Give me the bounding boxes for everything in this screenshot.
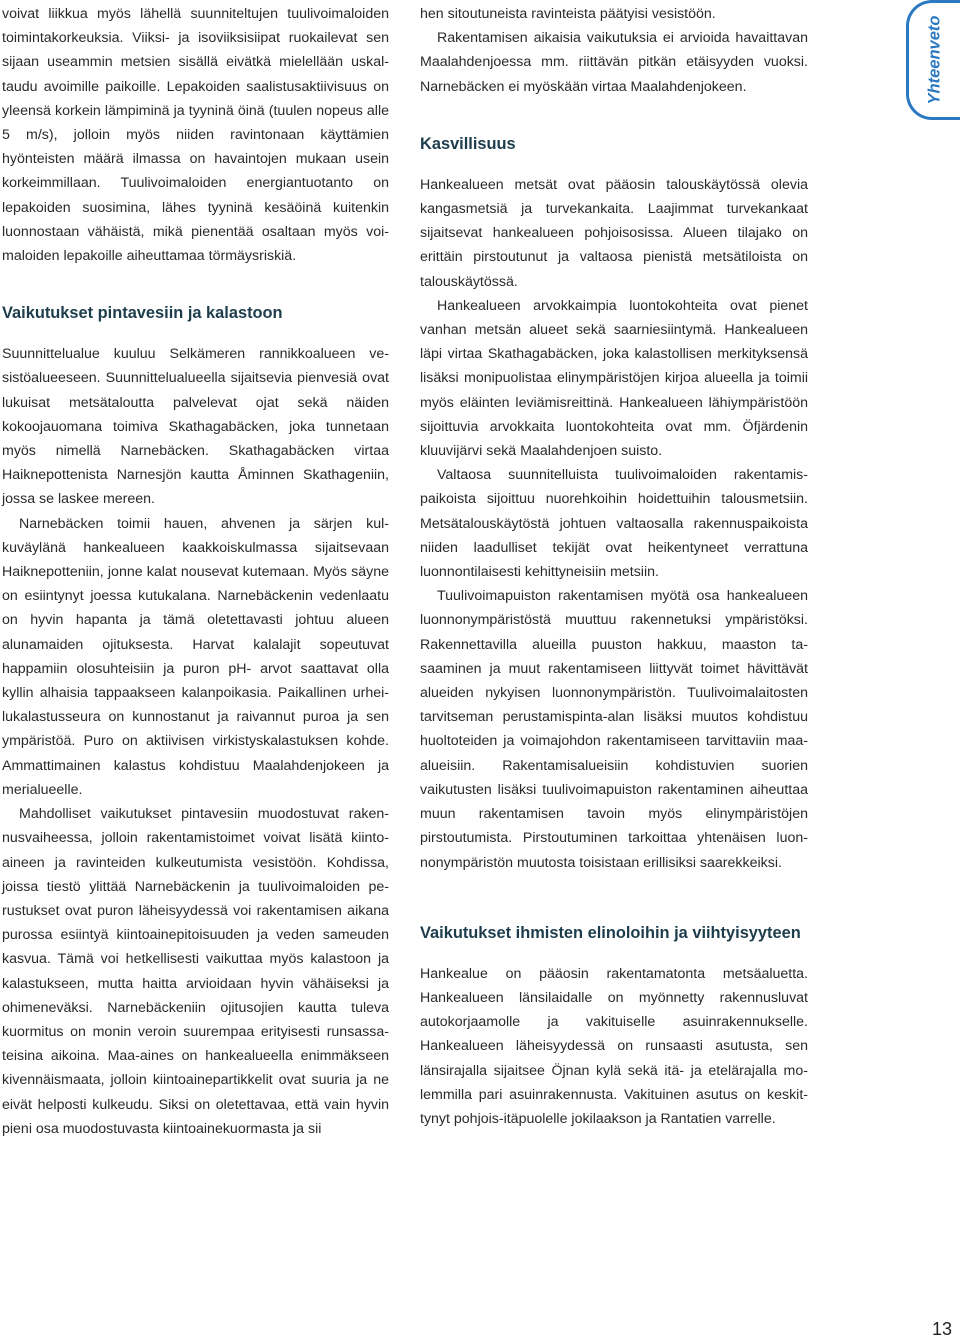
side-tab-label: Yhteenveto: [925, 15, 943, 105]
section-heading-elinolot: Vaikutukset ihmisten elinoloihin ja viihtyisyyteen: [420, 923, 801, 942]
section-heading-pintavedet: Vaikutukset pintavesiin ja kalastoon: [2, 304, 283, 323]
section-heading-kasvillisuus: Kasvillisuus: [420, 134, 516, 153]
right-column: [420, 2, 808, 1131]
right-paragraph-7: Hankealue on pääosin rakentamatonta metsäaluetta. Hankealueen länsilaidalle on myönnetty rakennusluvat autokorjaamolle ja vakituiselle asuinrakennukselle. Hankealueen läheisyydessä on runsaasti asutusta, sen länsirajalla sijaitsee Öjnan kylä sekä itä- ja etelärajalla molemmilla pari asuinrakennusta. Vakituinen asutus on keskittynyt pohjois-itäpuolelle jokilaakson ja Rantatien varrelle.: [420, 965, 808, 1127]
page-number: 13: [931, 1319, 952, 1339]
right-paragraph-3: Hankealueen metsät ovat pääosin talouskäytössä olevia kangasmetsiä ja turvekankaita. Laajimmat turvekankaat sijaitsevat hankealueen pohjoisosissa. Alueen tilajako on erittäin pirstoutunut ja valtaosa pienistä metsätiloista on talouskäytössä.: [420, 176, 808, 290]
section-side-tab: [906, 0, 960, 120]
left-paragraph-1: voivat liikkua myös lähellä suunniteltujen tuulivoimaloiden toimintakorkeuksia. Viiksi- ja isoviiksisiipat ruokailevat sen sijaan useammin metsien sisällä eivätkä mielellään uskaltaudu avoimille paikoille. Lepakoiden saalistusaktiivisuus on yleensä korkein lämpiminä ja tyyninä öinä (tuulen nopeus alle 5 m/s), jolloin myös niiden ravintonaan käyttämien hyönteisten määrä ilmassa on havaintojen mukaan usein korkeimmillaan. Tuulivoimaloiden energiantuotanto on lepakoiden suosimina, lähes tyyninä kesäöinä kuitenkin luonnostaan vähäistä, mikä pienentää osaltaan myös voimaloiden lepakoille aiheuttamaa törmäysriskiä.: [2, 6, 389, 265]
right-paragraph-1: hen sitoutuneista ravinteista päätyisi vesistöön.: [420, 6, 716, 22]
right-paragraph-4: Hankealueen arvokkaimpia luontokohteita ovat pienet vanhan metsän alueet sekä saarniesiintymä. Hankealueen läpi virtaa Skathagabäcken, joka kalastollisen merkityksensä lisäksi monipuolistaa elinympäristöjen kirjoa alueella ja toimii myös eläinten leviämisreittinä. Hankealueen lähiympäristöön sijoittuvia arvokkaita luontokohteita ovat mm. Öfjärdenin kluuvijärvi sekä Maalahdenjoen suisto.: [420, 297, 808, 460]
left-paragraph-3: Narnebäcken toimii hauen, ahvenen ja särjen kulkuväylänä hankealueen kaakkoiskulmassa sijaitsevaan Haiknepotteniin, jonne kalat nousevat kutemaan. Myös säyne on esiintynyt joessa kutukalana. Narnebäckenin vedenlaatu on hyvin hapanta ja tämä oletettavasti johtuu alueen alunamaiden ojituksesta. Harvat kalalajit sopeutuvat happamiin olosuhteisiin ja puron pH- arvot saattavat olla kyllin alhaisia tappaakseen kalanpoikasia. Paikallinen urheilukalastusseura on kunnostanut ja raivannut puroa ja sen ympäristöä. Puro on aktiivisen virkistyskalastuksen kohde. Ammattimainen kalastus kohdistuu Maalahdenjokeen ja merialueelle.: [2, 515, 389, 798]
left-paragraph-4: Mahdolliset vaikutukset pintavesiin muodostuvat rakennusvaiheessa, jolloin rakentamistoimet voivat lisätä kiintoaineen ja ravinteiden kulkeutumista vesistöön. Kohdissa, joissa tiestö ylittää Narnebäckenin ja tuulivoimaloiden perustukset ovat puron läheisyydessä voi rakentamisen aikana purossa esiintyä kiintoainepitoisuuden ja veden sameuden kasvua. Tämä voi hetkellisesti vaikuttaa myös kalastoon ja kalastukseen, mutta haitta arvioidaan hyvin vähäiseksi ja ohimeneväksi. Narnebäckeniin ojitusojien kautta tuleva kuormitus on monin veroin suurempaa erityisesti runsassateisina aikoina. Maa-aines on hankealueella enimmäkseen kivennäismaata, jolloin kiintoainepartikkelit ovat suuria ja ne eivät helposti kulkeudu. Siksi on oletettavaa, että vain hyvin pieni osa muodostuvasta kiintoainekuormasta ja sii: [2, 806, 389, 1137]
right-paragraph-6: Tuulivoimapuiston rakentamisen myötä osa hankealueen luonnonympäristöstä muuttuu rakennetuksi ympäristöksi. Rakennettavilla alueilla puuston hakkuu, maaston tasaaminen ja muut rakentamiseen liittyvät toimet hävittävät alueiden nykyisen luonnonympäristön. Tuulivoimalaitosten tarvitseman perustamispinta-alan lisäksi muutos kohdistuu huoltoteiden ja voimajohdon rakentamiseen tarvittaviin maa-alueisiin. Rakentamisalueisiin kohdistuvien suorien vaikutusten lisäksi tuulivoimapuiston rakentaminen aiheuttaa muun rakentamisen tavoin myös elinympäristöjen pirstoutumista. Pirstoutuminen tarkoittaa yhtenäisen luonnonympäristön muutosta toisistaan erillisiksi saarekkeiksi.: [420, 588, 808, 871]
left-paragraph-2: Suunnittelualue kuuluu Selkämeren rannikkoalueen vesistöalueeseen. Suunnittelualueella sijaitsevia pienvesiä ovat lukuisat metsätaloutta palvelevat ojat sekä näiden kokoojauomana toimiva Skathagabäcken, joka tunnetaan myös nimellä Narnebäcken. Skathagabäcken virtaa Haiknepottenista Narnesjön kautta Åminnen Skathageniin, jossa se laskee mereen.: [2, 346, 389, 508]
right-paragraph-2: Rakentamisen aikaisia vaikutuksia ei arvioida havaittavan Maalahdenjoessa mm. riittävän pitkän etäisyyden vuoksi. Narnebäcken ei myöskään virtaa Maalahdenjokeen.: [420, 30, 808, 95]
right-paragraph-5: Valtaosa suunnitelluista tuulivoimaloiden rakentamispaikoista sijoittuu nuorehkoihin hoidettuihin talousmetsiin. Metsätalouskäytöstä johtuen valtaosalla rakennuspaikoista niiden laadulliset tekijät ovat heikentyneet verrattuna luonnontilaisesti kehittyneisiin metsiin.: [420, 467, 808, 581]
left-column: [2, 2, 389, 1141]
